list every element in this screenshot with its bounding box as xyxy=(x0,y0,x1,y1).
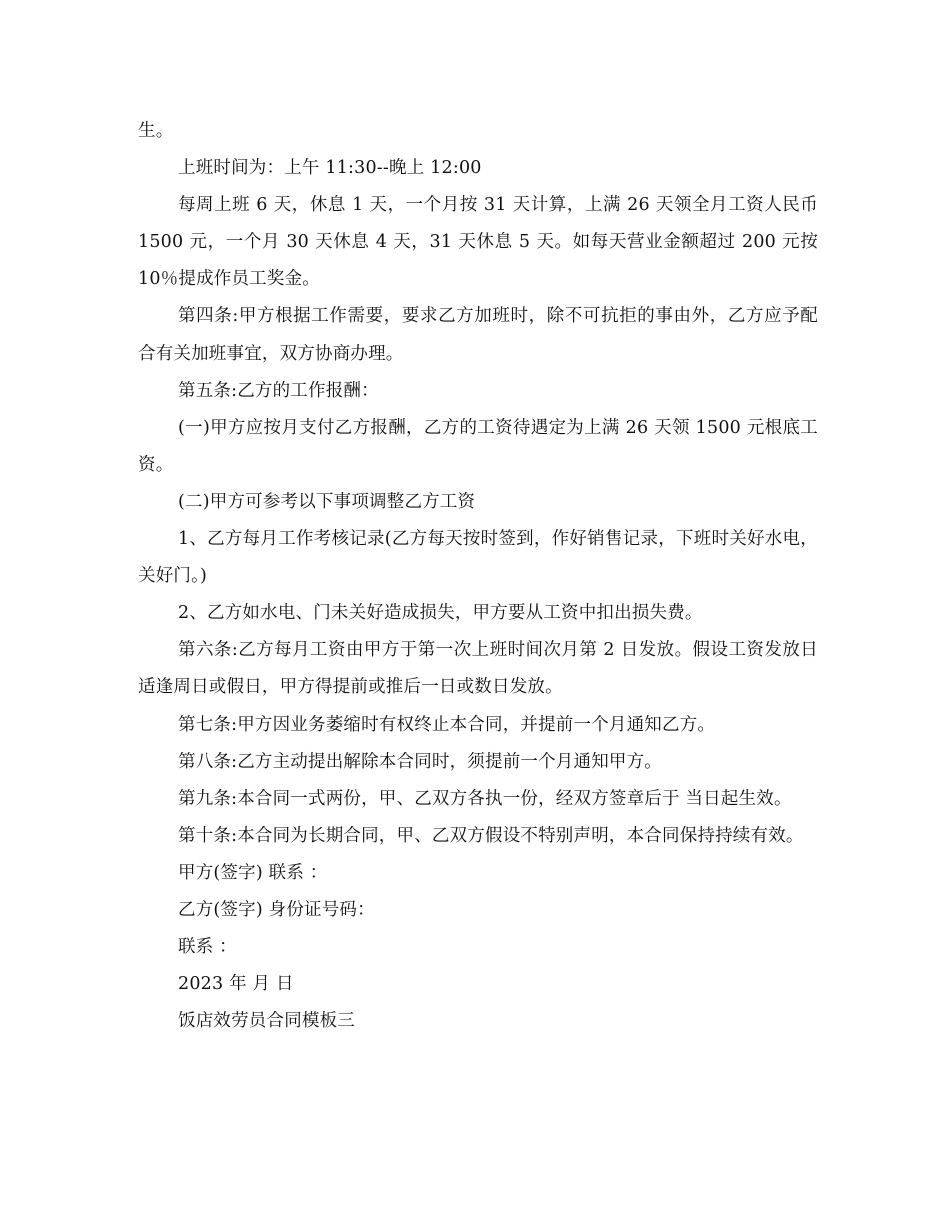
signature-party-b: 乙方(签字) 身份证号码： xyxy=(178,899,375,920)
clause-seven: 第七条:甲方因业务萎缩时有权终止本合同，并提前一个月通知乙方。 xyxy=(178,714,716,735)
clause-five-item-one: (一)甲方应按月支付乙方报酬，乙方的工资待遇定为上满 26 天领 1500 元根底工资。 xyxy=(138,417,818,475)
clause-four: 第四条:甲方根据工作需要，要求乙方加班时，除不可抗拒的事由外，乙方应予配合有关加班事宜，双方协商办理。 xyxy=(138,306,818,364)
signature-contact: 联系 ： xyxy=(178,937,237,958)
clause-five-sub-two: 2、乙方如水电、门未关好造成损失，甲方要从工资中扣出损失费。 xyxy=(178,603,703,624)
clause-nine: 第九条:本合同一式两份，甲、乙双方各执一份，经双方签章后于 当日起生效。 xyxy=(178,788,792,809)
document-body xyxy=(138,113,818,1040)
clause-six: 第六条:乙方每月工资由甲方于第一次上班时间次月第 2 日发放。假设工资发放日适逢周日或假日，甲方得提前或推后一日或数日发放。 xyxy=(138,640,818,698)
clause-five-heading: 第五条:乙方的工作报酬： xyxy=(178,380,379,401)
paragraph-weekly-schedule: 每周上班 6 天，休息 1 天，一个月按 31 天计算，上满 26 天领全月工资人民币 1500 元，一个月 30 天休息 4 天，31 天休息 5 天。如每天营业金额超过 200 元按 10％提成作员工奖金。 xyxy=(138,195,818,290)
signature-party-a: 甲方(签字) 联系 ： xyxy=(178,862,328,883)
paragraph-work-hours: 上班时间为：上午 11:30--晚上 12:00 xyxy=(178,158,482,179)
signature-date: 2023 年 月 日 xyxy=(178,974,294,995)
clause-eight: 第八条:乙方主动提出解除本合同时，须提前一个月通知甲方。 xyxy=(178,751,662,772)
clause-ten: 第十条:本合同为长期合同，甲、乙双方假设不特别声明，本合同保持持续有效。 xyxy=(178,825,804,846)
paragraph-continuation: 生。 xyxy=(138,121,174,141)
next-template-title: 饭店效劳员合同模板三 xyxy=(178,1011,355,1032)
clause-five-item-two: (二)甲方可参考以下事项调整乙方工资 xyxy=(178,491,476,512)
clause-five-sub-one: 1、乙方每月工作考核记录(乙方每天按时签到，作好销售记录，下班时关好水电，关好门。) xyxy=(138,529,818,587)
